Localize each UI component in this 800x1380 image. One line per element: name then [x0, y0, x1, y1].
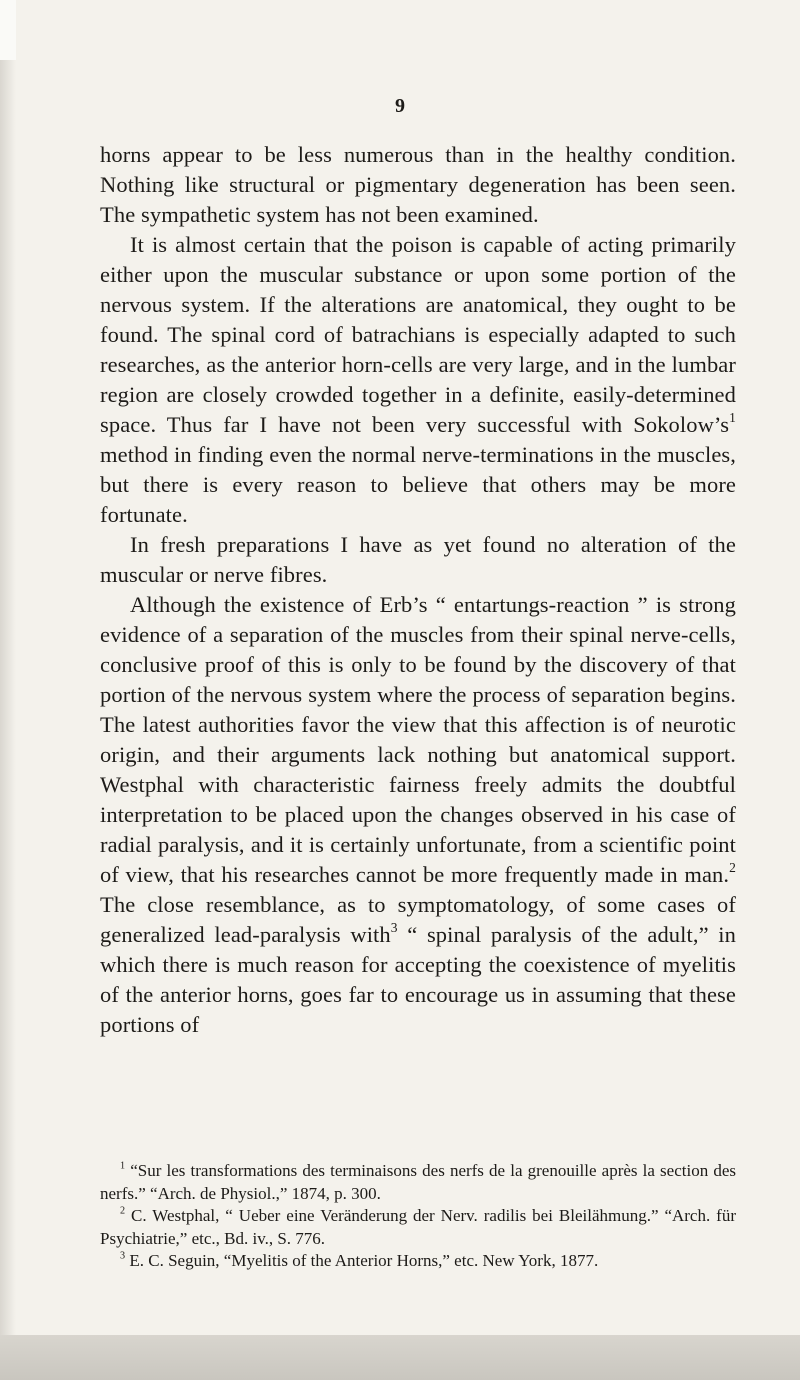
footnote-3-text: E. C. Seguin, “Myelitis of the Anterior Horns,” etc. New York, 1877. — [129, 1251, 599, 1270]
footnote-3 — [100, 1250, 736, 1273]
paragraph-1: horns appear to be less numerous than in the healthy condition. Nothing like structural or pigmentary degeneration has been seen. The sympathetic system has not been examined. — [100, 142, 736, 227]
footnotes — [100, 1160, 736, 1273]
footnote-2-text: C. Westphal, “ Ueber eine Veränderung der Nerv. radilis bei Bleilähmung.” “Arch. für Psychiatrie,” etc., Bd. iv., S. 776. — [100, 1206, 736, 1248]
footnote-1 — [100, 1160, 736, 1205]
paragraph-4-text-cont: The close resemblance, as to symptomatology, of some cases of generalized lead-paralysis with — [100, 892, 736, 947]
paragraph-4-text-end: “ spinal paralysis of the adult,” in which there is much reason for accepting the coexistence of myelitis of the anterior horns, goes far to encourage us in assuming that these portions of — [100, 922, 736, 1037]
footnote-ref-2: 2 — [729, 859, 736, 875]
main-text — [100, 140, 736, 1040]
footnote-2 — [100, 1205, 736, 1250]
footnote-marker-1: 1 — [120, 1160, 126, 1172]
page-number: 9 — [395, 95, 405, 117]
footnote-ref-3: 3 — [390, 919, 398, 935]
scan-bottom-edge — [0, 1335, 800, 1380]
footnote-marker-3: 3 — [120, 1250, 126, 1262]
footnote-marker-2: 2 — [120, 1205, 126, 1217]
footnote-ref-1: 1 — [729, 409, 736, 425]
paragraph-2-text: It is almost certain that the poison is capable of acting primarily either upon the muscular substance or upon some portion of the nervous system. If the alterations are anatomical, they ought to be found. The spinal cord of batrachians is especially adapted to such researches, as the anterior horn-cells are very large, and in the lumbar region are closely crowded together in a definite, easily-determined space. Thus far I have not been very successful with Sokolow’s — [100, 232, 736, 437]
paragraph-4 — [100, 590, 736, 1040]
paragraph-3: In fresh preparations I have as yet found no alteration of the muscular or nerve fibres. — [100, 532, 736, 587]
paragraph-2 — [100, 230, 736, 530]
footnote-1-text: “Sur les transformations des terminaisons des nerfs de la grenouille après la section des nerfs.” “Arch. de Physiol.,” 1874, p. 300. — [100, 1161, 736, 1203]
page-corner — [0, 0, 16, 60]
page-shadow-left — [0, 0, 16, 1380]
paragraph-2-text-cont: method in finding even the normal nerve-terminations in the muscles, but there is every reason to believe that others may be more fortunate. — [100, 442, 736, 527]
paragraph-4-text: Although the existence of Erb’s “ entartungs-reaction ” is strong evidence of a separation of the muscles from their spinal nerve-cells, conclusive proof of this is only to be found by the discovery of that portion of the nervous system where the process of separation begins. The latest authorities favor the view that this affection is of neurotic origin, and their arguments lack nothing but anatomical support. Westphal with characteristic fairness freely admits the doubtful interpretation to be placed upon the changes observed in his case of radial paralysis, and it is certainly unfortunate, from a scientific point of view, that his researches cannot be more frequently made in man. — [100, 592, 736, 887]
